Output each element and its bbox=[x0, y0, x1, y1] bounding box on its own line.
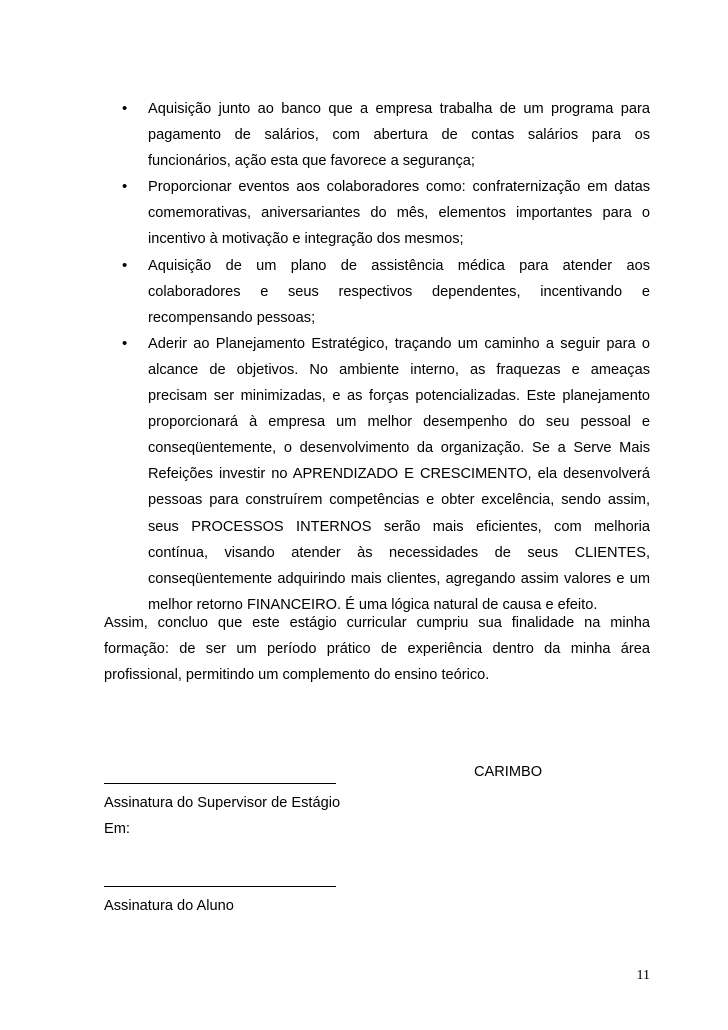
bullet-list bbox=[104, 96, 650, 618]
bullet-item bbox=[104, 174, 650, 252]
supervisor-signature-line bbox=[104, 783, 336, 784]
page-number: 11 bbox=[636, 968, 650, 983]
bullet-text: Aquisição de um plano de assistência médica para atender aos colaboradores e seus respectivos dependentes, incentivando e recompensando pessoas; bbox=[148, 257, 650, 326]
student-signature-label: Assinatura do Aluno bbox=[104, 898, 234, 914]
bullet-icon: • bbox=[122, 334, 128, 352]
bullet-icon: • bbox=[122, 178, 128, 196]
student-signature-line bbox=[104, 886, 336, 887]
bullet-icon: • bbox=[122, 256, 128, 274]
bullet-text: Aderir ao Planejamento Estratégico, traçando um caminho a seguir para o alcance de objetivos. No ambiente interno, as fraquezas e ameaças precisam ser minimizadas, e as forças potencializadas. Este planejamento proporcionará à empresa um melhor desempenho do seu pessoal e conseqüentemente, o desenvolvimento da organização. Se a Serve Mais Refeições investir no APRENDIZADO E CRESCIMENTO, ela desenvolverá pessoas para construírem competências e obter excelência, sendo assim, seus PROCESSOS INTERNOS serão mais eficientes, com melhoria contínua, visando atender às necessidades de seus CLIENTES, conseqüentemente adquirindo mais clientes, agregando assim valores e um melhor retorno FINANCEIRO. É uma lógica natural de causa e efeito. bbox=[148, 335, 650, 613]
bullet-icon: • bbox=[122, 100, 128, 117]
bullet-item bbox=[104, 253, 650, 331]
bullet-item bbox=[104, 96, 650, 174]
conclusion-paragraph: Assim, concluo que este estágio curricular cumpriu sua finalidade na minha formação: de ser um período prático de experiência dentro da minha área profissional, permitindo um complemento do ensino teórico. bbox=[104, 615, 650, 684]
bullet-text: Proporcionar eventos aos colaboradores como: confraternização em datas comemorativas, aniversariantes do mês, elementos importantes para o incentivo à motivação e integração dos mesmos; bbox=[148, 179, 650, 248]
bullet-item bbox=[104, 331, 650, 618]
supervisor-signature-label: Assinatura do Supervisor de Estágio bbox=[104, 795, 341, 811]
bullet-text: Aquisição junto ao banco que a empresa trabalha de um programa para pagamento de salários, com abertura de contas salários para os funcionários, ação esta que favorece a segurança; bbox=[148, 101, 650, 170]
stamp-label: CARIMBO bbox=[474, 764, 543, 780]
date-label: Em: bbox=[104, 821, 130, 837]
